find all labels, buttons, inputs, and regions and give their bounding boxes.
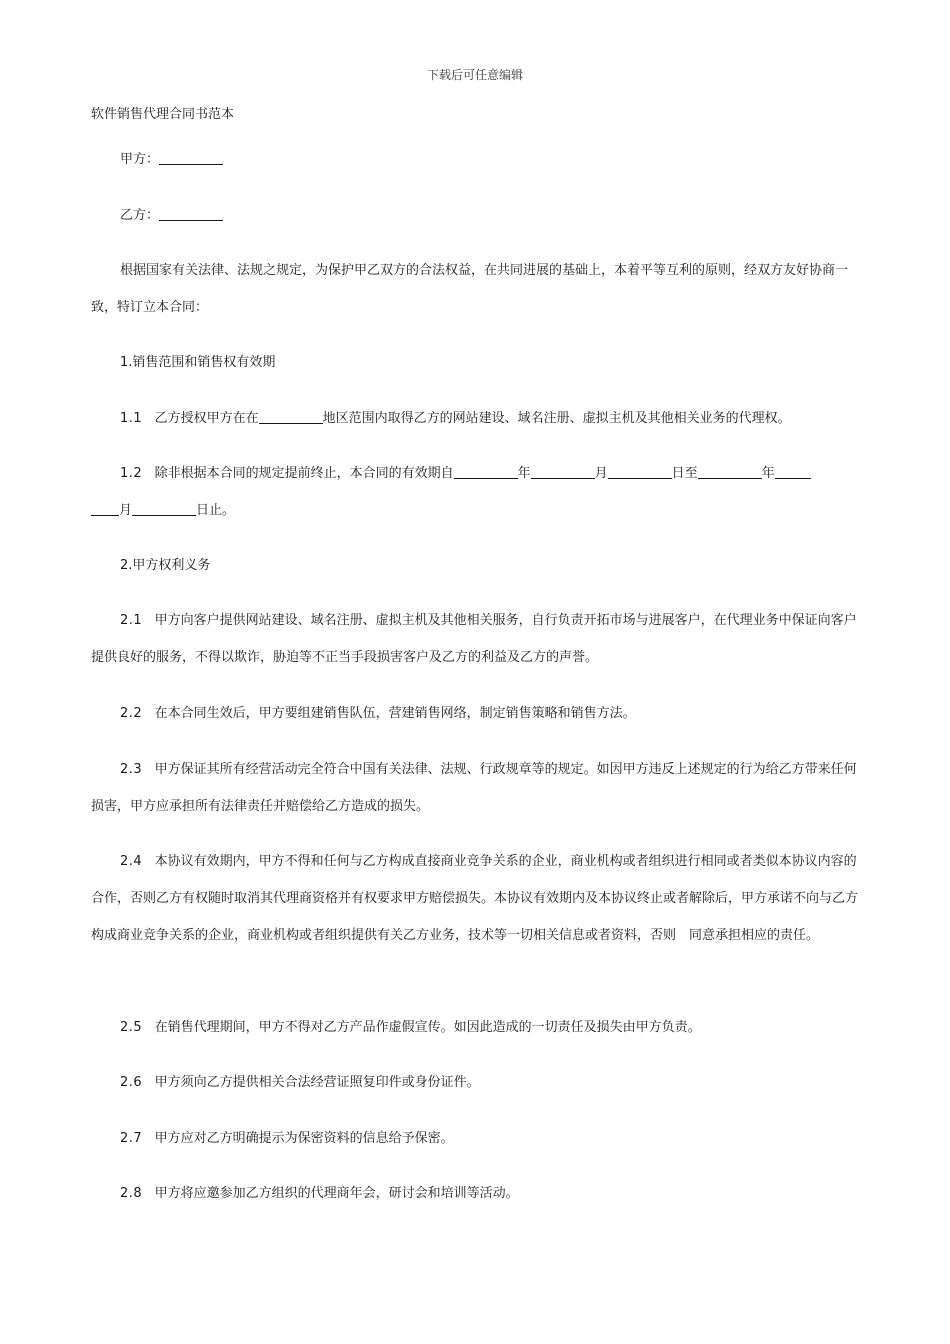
clause-2-6	[91, 1064, 861, 1101]
month-label: 月	[119, 503, 133, 518]
date-blank	[132, 501, 196, 516]
clause-1-1	[91, 400, 861, 437]
clause-number: 2.1	[120, 613, 143, 628]
document-title: 软件销售代理合同书范本	[91, 107, 235, 122]
clause-text: 甲方向客户提供网站建设、域名注册、虚拟主机及其他相关服务，自行负责开拓市场与进展客户，在代理业务中保证向客户提供良好的服务，不得以欺诈，胁迫等不正当手段损害客户及乙方的利益及乙方的声誉。	[91, 613, 857, 665]
clause-number: 2.5	[120, 1020, 143, 1035]
clause-text: 在销售代理期间，甲方不得对乙方产品作虚假宣传。如因此造成的一切责任及损失由甲方负责。	[154, 1020, 701, 1035]
party-b-blank	[159, 206, 223, 221]
section-1-heading: 1.销售范围和销售权有效期	[120, 355, 276, 370]
date-blank	[531, 464, 595, 479]
clause-text: 甲方应对乙方明确提示为保密资料的信息给予保密。	[154, 1131, 454, 1146]
clause-text: 除非根据本合同的规定提前终止，本合同的有效期自	[154, 466, 454, 481]
party-b-line	[91, 197, 861, 234]
clause-2-7	[91, 1120, 861, 1157]
year-label: 年	[517, 466, 531, 481]
clause-text: 甲方保证其所有经营活动完全符合中国有关法律、法规、行政规章等的规定。如因甲方违反上述规定的行为给乙方带来任何损害，甲方应承担所有法律责任并赔偿给乙方造成的损失。	[91, 762, 857, 814]
clause-text: 地区范围内取得乙方的网站建设、域名注册、虚拟主机及其他相关业务的代理权。	[322, 411, 791, 426]
clause-2-2	[91, 695, 861, 732]
clause-2-5	[91, 1009, 861, 1046]
party-a-line	[91, 141, 861, 178]
month-label: 月	[594, 466, 608, 481]
year-label: 年	[761, 466, 775, 481]
clause-2-8	[91, 1175, 861, 1212]
date-blank	[91, 501, 119, 516]
clause-2-4	[91, 843, 861, 954]
party-a-label: 甲方：	[120, 152, 160, 167]
clause-text: 乙方授权甲方在在	[154, 411, 259, 426]
page-header-note: 下载后可任意编辑	[426, 68, 523, 82]
region-blank	[259, 409, 323, 424]
clause-2-3	[91, 751, 861, 825]
clause-number: 2.2	[120, 706, 143, 721]
clause-text: 甲方须向乙方提供相关合法经营证照复印件或身份证件。	[154, 1075, 480, 1090]
clause-number: 2.7	[120, 1131, 143, 1146]
clause-text: 甲方将应邀参加乙方组织的代理商年会，研讨会和培训等活动。	[154, 1186, 519, 1201]
date-blank	[775, 464, 811, 479]
section-2-heading: 2.甲方权利义务	[120, 558, 211, 573]
clause-number: 1.2	[120, 466, 143, 481]
clause-number: 2.4	[120, 854, 143, 869]
clause-number: 2.6	[120, 1075, 143, 1090]
clause-text: 本协议有效期内，甲方不得和任何与乙方构成直接商业竞争关系的企业，商业机构或者组织进行相同或者类似本协议内容的合作，否则乙方有权随时取消其代理商资格并有权要求甲方赔偿损失。本协议有效期内及本协议终止或者解除后，甲方承诺不向与乙方构成商业竞争关系的企业，商业机构或者组织提供有关乙方业务，技术等一切相关信息或者资料，否则 同意承担相应的责任。	[91, 854, 859, 943]
date-blank	[454, 464, 518, 479]
clause-number: 2.3	[120, 762, 143, 777]
party-a-blank	[159, 150, 223, 165]
date-blank	[698, 464, 762, 479]
clause-number: 2.8	[120, 1186, 143, 1201]
clause-1-2	[91, 455, 861, 529]
party-b-label: 乙方：	[120, 208, 160, 223]
clause-number: 1.1	[120, 411, 143, 426]
day-end-label: 日止。	[196, 503, 236, 518]
clause-text: 在本合同生效后，甲方要组建销售队伍，营建销售网络，制定销售策略和销售方法。	[154, 706, 636, 721]
day-to-label: 日至	[671, 466, 698, 481]
date-blank	[608, 464, 672, 479]
clause-2-1	[91, 602, 861, 676]
preamble-paragraph: 根据国家有关法律、法规之规定，为保护甲乙双方的合法权益，在共同进展的基础上，本着平等互利的原则，经双方友好协商一致，特订立本合同：	[91, 263, 849, 315]
